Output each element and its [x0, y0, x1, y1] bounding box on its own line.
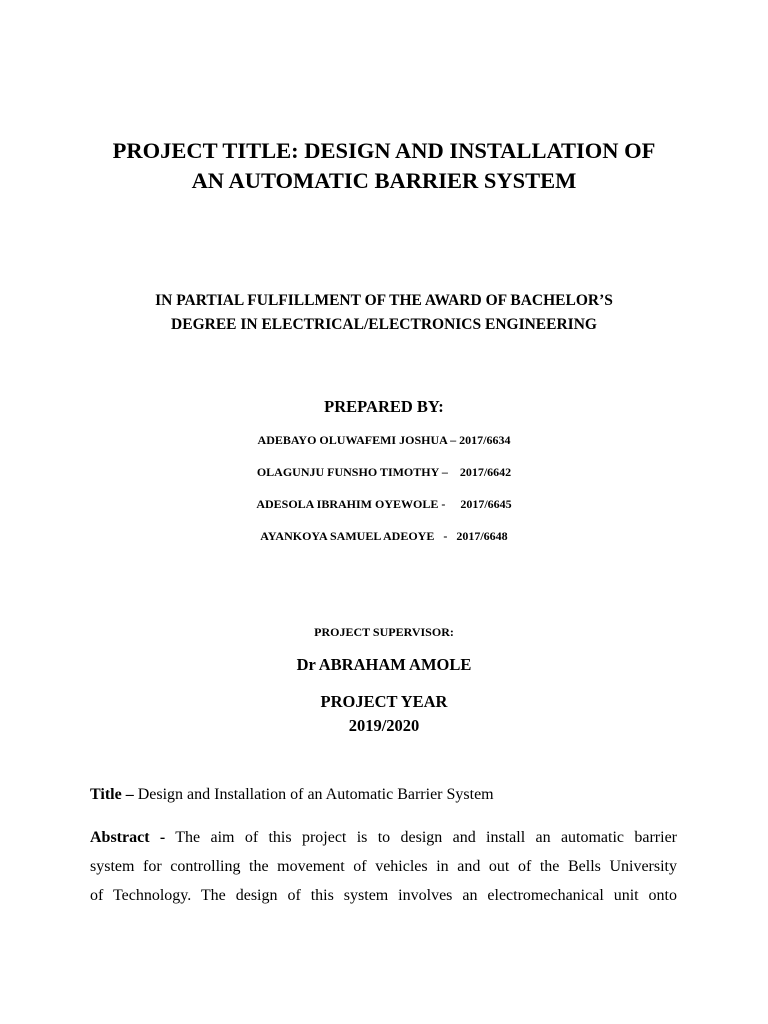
- supervisor-name: Dr ABRAHAM AMOLE: [296, 655, 472, 674]
- title-entry-line: [90, 780, 677, 809]
- author-4: AYANKOYA SAMUEL ADEOYE - 2017/6648: [260, 529, 508, 543]
- title-entry-label: Title –: [90, 786, 134, 803]
- fulfillment-line-2: DEGREE IN ELECTRICAL/ELECTRONICS ENGINEERING: [171, 316, 597, 333]
- project-year-value: 2019/2020: [348, 716, 420, 735]
- prepared-by-heading: PREPARED BY:: [324, 397, 444, 416]
- fulfillment-line-1: IN PARTIAL FULFILLMENT OF THE AWARD OF BACHELOR’S: [155, 292, 613, 309]
- title-entry: [90, 780, 677, 809]
- title-entry-text: Design and Installation of an Automatic Barrier System: [133, 786, 494, 803]
- supervisor-label: PROJECT SUPERVISOR:: [314, 625, 454, 639]
- author-1: ADEBAYO OLUWAFEMI JOSHUA – 2017/6634: [257, 433, 511, 447]
- abstract-line-3: of Technology. The design of this system involves an electromechanical unit onto: [90, 887, 677, 904]
- project-title-line-1: PROJECT TITLE: DESIGN AND INSTALLATION OF: [112, 138, 656, 163]
- abstract-text-1: The aim of this project is to design and install an automatic barrier: [165, 829, 677, 846]
- project-year-label: PROJECT YEAR: [320, 692, 448, 711]
- project-title-line-2: AN AUTOMATIC BARRIER SYSTEM: [191, 168, 577, 193]
- author-3: ADESOLA IBRAHIM OYEWOLE - 2017/6645: [256, 497, 512, 511]
- abstract-line-2: system for controlling the movement of vehicles in and out of the Bells University: [90, 858, 677, 875]
- abstract-line-1: [90, 823, 677, 852]
- abstract-paragraph: [90, 823, 677, 910]
- author-2: OLAGUNJU FUNSHO TIMOTHY – 2017/6642: [256, 465, 512, 479]
- abstract-label: Abstract -: [90, 829, 166, 846]
